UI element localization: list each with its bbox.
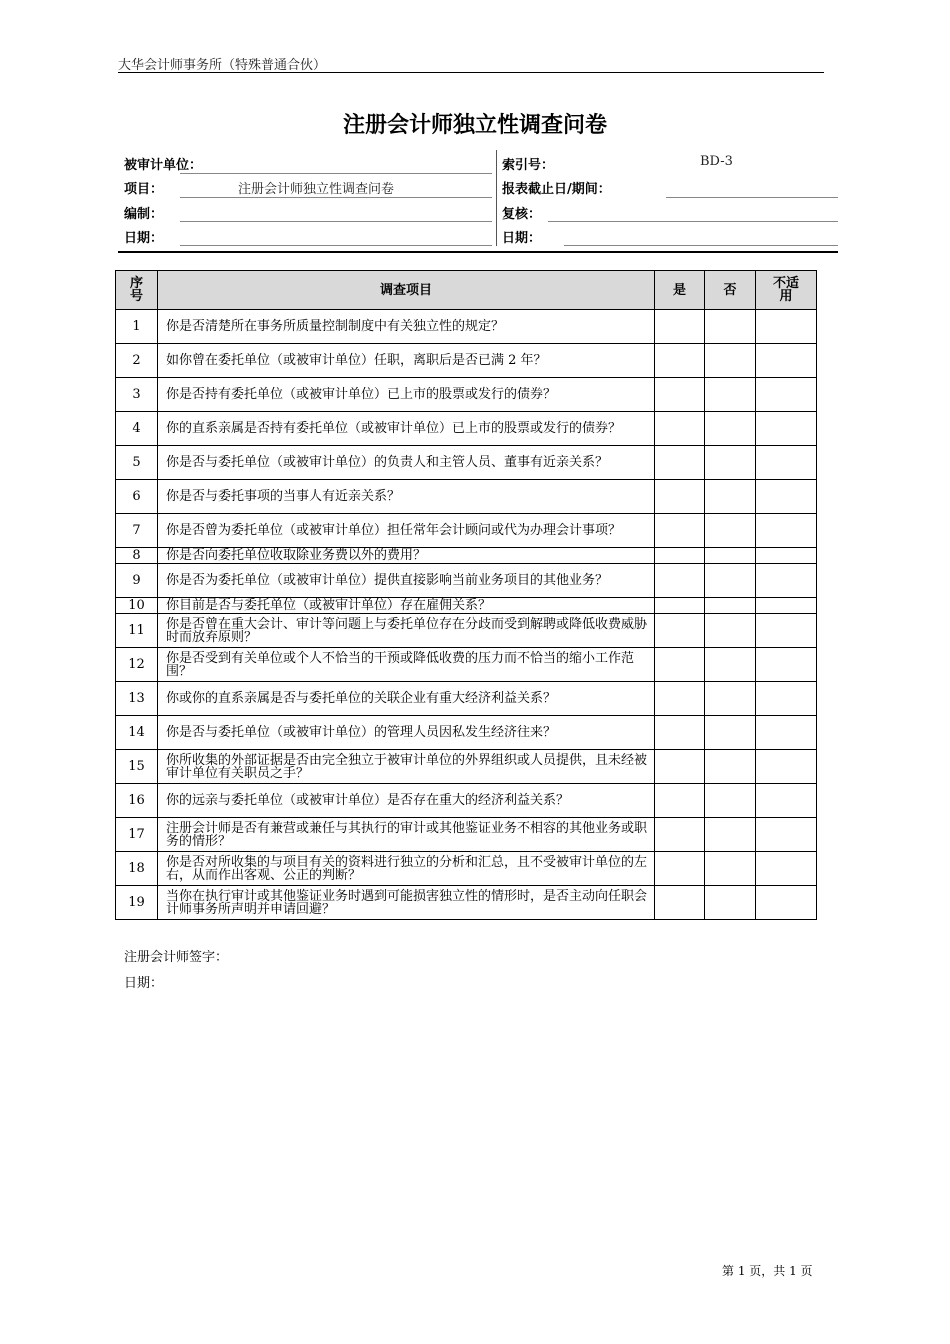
answer-yes-cell[interactable] [655,310,705,344]
date-left-label: 日期： [124,231,164,246]
signature-date-label: 日期： [124,976,164,991]
answer-no-cell[interactable] [705,378,756,412]
row-number: 2 [116,344,158,378]
answer-no-cell[interactable] [705,598,756,614]
answer-yes-cell[interactable] [655,548,705,564]
row-number: 9 [116,564,158,598]
answer-no-cell[interactable] [705,716,756,750]
row-question: 你是否与委托单位（或被审计单位）的管理人员因私发生经济往来？ [158,716,655,750]
col-header-no: 序号 [116,271,158,310]
col-header-yes: 是 [655,271,705,310]
answer-na-cell[interactable] [756,412,817,446]
row-number: 7 [116,514,158,548]
col-header-no-answer: 否 [705,271,756,310]
report-date-label: 报表截止日/期间： [502,182,611,197]
answer-no-cell[interactable] [705,750,756,784]
answer-no-cell[interactable] [705,852,756,886]
answer-na-cell[interactable] [756,648,817,682]
project-label: 项目： [124,182,164,197]
meta-divider [496,150,497,246]
row-question: 你是否受到有关单位或个人不恰当的干预或降低收费的压力而不恰当的缩小工作范围？ [158,648,655,682]
answer-no-cell[interactable] [705,480,756,514]
answer-yes-cell[interactable] [655,716,705,750]
answer-yes-cell[interactable] [655,614,705,648]
audited-unit-line [180,173,492,174]
review-line[interactable] [548,221,838,222]
table-row [116,716,817,750]
page-title: 注册会计师独立性调查问卷 [342,113,607,138]
answer-yes-cell[interactable] [655,412,705,446]
answer-na-cell[interactable] [756,548,817,564]
answer-no-cell[interactable] [705,818,756,852]
row-number: 4 [116,412,158,446]
row-number: 8 [116,548,158,564]
table-row [116,446,817,480]
answer-yes-cell[interactable] [655,378,705,412]
answer-na-cell[interactable] [756,310,817,344]
row-number: 5 [116,446,158,480]
report-date-line[interactable] [666,197,838,198]
answer-yes-cell[interactable] [655,648,705,682]
table-row [116,480,817,514]
row-number: 15 [116,750,158,784]
answer-no-cell[interactable] [705,886,756,920]
row-number: 18 [116,852,158,886]
answer-no-cell[interactable] [705,784,756,818]
answer-no-cell[interactable] [705,614,756,648]
table-row [116,310,817,344]
row-question: 你或你的直系亲属是否与委托单位的关联企业有重大经济利益关系？ [158,682,655,716]
firm-name: 大华会计师事务所（特殊普通合伙） [118,58,327,73]
row-question: 你是否曾在重大会计、审计等问题上与委托单位存在分歧而受到解聘或降低收费威胁时而放弃原则？ [158,614,655,648]
review-label: 复核： [502,207,542,222]
row-question: 你是否与委托单位（或被审计单位）的负责人和主管人员、董事有近亲关系？ [158,446,655,480]
table-row [116,344,817,378]
answer-yes-cell[interactable] [655,480,705,514]
answer-na-cell[interactable] [756,886,817,920]
date-right-line[interactable] [564,245,838,246]
row-question: 你所收集的外部证据是否由完全独立于被审计单位的外界组织或人员提供，且未经被审计单位有关职员之手？ [158,750,655,784]
page-info: 第 1 页，共 1 页 [722,1264,813,1278]
answer-na-cell[interactable] [756,344,817,378]
survey-table [115,270,817,920]
row-question: 如你曾在委托单位（或被审计单位）任职，离职后是否已满 2 年？ [158,344,655,378]
index-value[interactable]: BD-3 [700,154,733,169]
answer-na-cell[interactable] [756,378,817,412]
answer-yes-cell[interactable] [655,750,705,784]
row-question: 你是否曾为委托单位（或被审计单位）担任常年会计顾问或代为办理会计事项？ [158,514,655,548]
index-label: 索引号： [502,158,555,173]
answer-yes-cell[interactable] [655,514,705,548]
row-number: 6 [116,480,158,514]
answer-no-cell[interactable] [705,682,756,716]
header-rule [118,72,824,73]
table-header-row [116,271,817,310]
prepared-by-label: 编制： [124,207,164,222]
answer-yes-cell[interactable] [655,682,705,716]
row-question: 当你在执行审计或其他鉴证业务时遇到可能损害独立性的情形时，是否主动向任职会计师事务所声明并申请回避？ [158,886,655,920]
answer-na-cell[interactable] [756,784,817,818]
table-row [116,818,817,852]
row-number: 13 [116,682,158,716]
date-right-label: 日期： [502,231,542,246]
answer-no-cell[interactable] [705,412,756,446]
table-row [116,886,817,920]
row-number: 14 [116,716,158,750]
row-question: 你是否对所收集的与项目有关的资料进行独立的分析和汇总，且不受被审计单位的左右，从而作出客观、公正的判断？ [158,852,655,886]
row-question: 你目前是否与委托单位（或被审计单位）存在雇佣关系？ [158,598,655,614]
table-row [116,514,817,548]
row-number: 17 [116,818,158,852]
row-question: 你是否持有委托单位（或被审计单位）已上市的股票或发行的债券？ [158,378,655,412]
row-number: 12 [116,648,158,682]
row-number: 11 [116,614,158,648]
table-row [116,682,817,716]
answer-no-cell[interactable] [705,514,756,548]
table-row [116,548,817,564]
table-row [116,614,817,648]
answer-no-cell[interactable] [705,548,756,564]
answer-na-cell[interactable] [756,446,817,480]
table-row [116,412,817,446]
answer-no-cell[interactable] [705,310,756,344]
row-number: 1 [116,310,158,344]
row-question: 你是否与委托事项的当事人有近亲关系？ [158,480,655,514]
table-row [116,784,817,818]
answer-yes-cell[interactable] [655,818,705,852]
project-value[interactable]: 注册会计师独立性调查问卷 [238,182,395,197]
table-row [116,598,817,614]
prepared-by-line[interactable] [180,221,492,222]
answer-na-cell[interactable] [756,480,817,514]
answer-yes-cell[interactable] [655,886,705,920]
audited-unit-label: 被审计单位： [124,158,203,173]
answer-na-cell[interactable] [756,564,817,598]
project-line [180,197,492,198]
row-number: 3 [116,378,158,412]
answer-na-cell[interactable] [756,818,817,852]
answer-yes-cell[interactable] [655,564,705,598]
answer-no-cell[interactable] [705,648,756,682]
meta-block [118,150,838,252]
answer-na-cell[interactable] [756,682,817,716]
answer-yes-cell[interactable] [655,784,705,818]
table-row [116,378,817,412]
row-number: 16 [116,784,158,818]
answer-na-cell[interactable] [756,514,817,548]
answer-no-cell[interactable] [705,344,756,378]
table-row [116,750,817,784]
answer-no-cell[interactable] [705,446,756,480]
col-header-na: 不适用 [756,271,817,310]
table-row [116,648,817,682]
cpa-signature-label: 注册会计师签字： [124,950,229,965]
row-question: 你是否清楚所在事务所质量控制制度中有关独立性的规定？ [158,310,655,344]
answer-yes-cell[interactable] [655,598,705,614]
row-question: 你的远亲与委托单位（或被审计单位）是否存在重大的经济利益关系？ [158,784,655,818]
row-question: 注册会计师是否有兼营或兼任与其执行的审计或其他鉴证业务不相容的其他业务或职务的情形？ [158,818,655,852]
meta-bottom-rule [118,251,838,253]
answer-na-cell[interactable] [756,750,817,784]
date-left-line[interactable] [180,245,492,246]
table-row [116,564,817,598]
row-number: 19 [116,886,158,920]
row-question: 你是否为委托单位（或被审计单位）提供直接影响当前业务项目的其他业务？ [158,564,655,598]
row-number: 10 [116,598,158,614]
answer-na-cell[interactable] [756,614,817,648]
row-question: 你的直系亲属是否持有委托单位（或被审计单位）已上市的股票或发行的债券？ [158,412,655,446]
col-header-item: 调查项目 [158,271,655,310]
table-row [116,852,817,886]
answer-na-cell[interactable] [756,716,817,750]
answer-yes-cell[interactable] [655,344,705,378]
answer-yes-cell[interactable] [655,446,705,480]
answer-na-cell[interactable] [756,852,817,886]
answer-na-cell[interactable] [756,598,817,614]
row-question: 你是否向委托单位收取除业务费以外的费用？ [158,548,655,564]
answer-no-cell[interactable] [705,564,756,598]
answer-yes-cell[interactable] [655,852,705,886]
